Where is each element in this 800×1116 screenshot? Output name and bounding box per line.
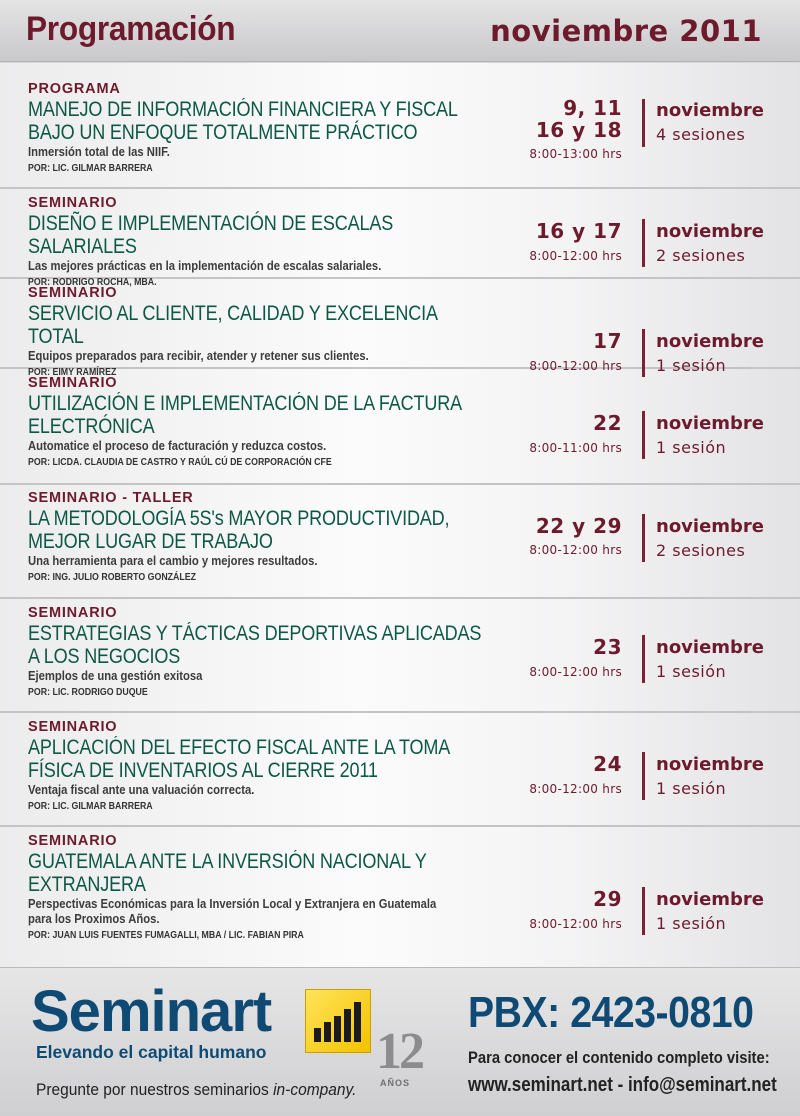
event-time: 8:00-11:00 hrs (529, 441, 622, 455)
event-time: 8:00-12:00 hrs (529, 917, 622, 931)
event-description: Ejemplos de una gestión exitosa (28, 669, 203, 683)
event-sessions: 2 sesiones (656, 246, 746, 265)
event-item (0, 485, 800, 599)
event-type: SEMINARIO (28, 833, 118, 849)
event-month: noviembre (656, 221, 765, 242)
event-month: noviembre (656, 100, 765, 121)
event-list (0, 63, 800, 967)
event-time: 8:00-12:00 hrs (529, 249, 622, 263)
event-days: 24 (593, 752, 622, 776)
event-speaker: POR: JUAN LUIS FUENTES FUMAGALLI, MBA / LIC. FABIAN PIRA (28, 930, 304, 941)
anniversary-number: 12 (376, 1023, 422, 1080)
event-days: 9, 11 (563, 96, 622, 120)
event-speaker: POR: ING. JULIO ROBERTO GONZÁLEZ (28, 572, 197, 583)
event-title: SERVICIO AL CLIENTE, CALIDAD Y EXCELENCIA TOTAL (28, 302, 437, 348)
event-month: noviembre (656, 516, 765, 537)
event-days: 22 (593, 411, 622, 435)
event-title: GUATEMALA ANTE LA INVERSIÓN NACIONAL Y EXTRANJERA (28, 850, 427, 896)
separator (642, 514, 645, 562)
event-description: Automatice el proceso de facturación y reduzca costos. (28, 439, 327, 453)
event-item (0, 713, 800, 827)
event-sessions: 1 sesión (656, 779, 727, 798)
incompany-note: Pregunte por nuestros seminarios in-company. (36, 1081, 357, 1099)
event-item (0, 599, 800, 713)
event-month: noviembre (656, 637, 765, 658)
event-description: Inmersión total de las NIIF. (28, 145, 170, 159)
event-time: 8:00-13:00 hrs (529, 147, 622, 161)
event-time: 8:00-12:00 hrs (529, 782, 622, 796)
event-item (0, 63, 800, 189)
event-time: 8:00-12:00 hrs (529, 359, 622, 373)
bar-chart-logo-icon (305, 989, 371, 1053)
event-description: Perspectivas Económicas para la Inversión Local y Extranjera en Guatemala para los Proximos Años. (28, 897, 437, 926)
event-type: PROGRAMA (28, 81, 121, 97)
event-sessions: 1 sesión (656, 662, 727, 681)
event-days: 17 (593, 329, 622, 353)
page-title: Programación (26, 10, 236, 48)
event-title: ESTRATEGIAS Y TÁCTICAS DEPORTIVAS APLICADAS A LOS NEGOCIOS (28, 622, 482, 668)
event-description: Una herramienta para el cambio y mejores resultados. (28, 554, 318, 568)
event-time: 8:00-12:00 hrs (529, 665, 622, 679)
event-month: noviembre (656, 754, 765, 775)
event-item (0, 279, 800, 378)
anniversary-label: AÑOS (380, 1078, 411, 1088)
separator (642, 411, 645, 459)
event-description: Ventaja fiscal ante una valuación correcta. (28, 783, 255, 797)
event-type: SEMINARIO (28, 195, 118, 211)
event-month: noviembre (656, 413, 765, 434)
separator (642, 887, 645, 935)
event-days: 16 y 17 (535, 219, 622, 243)
event-sessions: 1 sesión (656, 438, 727, 457)
event-sessions: 2 sesiones (656, 541, 746, 560)
event-time: 8:00-12:00 hrs (529, 543, 622, 557)
event-title: LA METODOLOGÍA 5S's MAYOR PRODUCTIVIDAD, MEJOR LUGAR DE TRABAJO (28, 507, 450, 553)
event-title: MANEJO DE INFORMACIÓN FINANCIERA Y FISCAL BAJO UN ENFOQUE TOTALMENTE PRÁCTICO (28, 98, 458, 144)
phone-number: PBX: 2423-0810 (468, 988, 754, 1037)
event-item (0, 827, 800, 967)
event-type: SEMINARIO (28, 719, 118, 735)
event-days: 22 y 29 (535, 514, 622, 538)
event-sessions: 4 sesiones (656, 125, 746, 144)
event-sessions: 1 sesión (656, 914, 727, 933)
event-title: DISEÑO E IMPLEMENTACIÓN DE ESCALAS SALARIALES (28, 212, 394, 258)
event-speaker: POR: RODRIGO ROCHA, MBA. (28, 277, 157, 288)
event-month: noviembre (656, 889, 765, 910)
event-item (0, 369, 800, 485)
brand-tagline: Elevando el capital humano (36, 1042, 267, 1062)
event-speaker: POR: LIC. GILMAR BARRERA (28, 163, 153, 174)
footer (0, 967, 800, 1116)
separator (642, 752, 645, 800)
header (0, 0, 800, 62)
separator (642, 635, 645, 683)
event-speaker: POR: LIC. GILMAR BARRERA (28, 801, 153, 812)
event-description: Las mejores prácticas en la implementación de escalas salariales. (28, 259, 382, 273)
event-item (0, 189, 800, 288)
event-speaker: POR: EIMY RAMÍREZ (28, 367, 117, 378)
website-link[interactable]: www.seminart.net - info@seminart.net (468, 1074, 777, 1096)
event-days: 29 (593, 887, 622, 911)
event-sessions: 1 sesión (656, 356, 727, 375)
event-type: SEMINARIO - TALLER (28, 490, 194, 506)
brand-logo-text: Seminart (31, 979, 272, 1044)
event-speaker: POR: LICDA. CLAUDIA DE CASTRO Y RAÚL CÚ DE CORPORACIÓN CFE (28, 457, 332, 468)
event-speaker: POR: LIC. RODRIGO DUQUE (28, 687, 148, 698)
event-days-line2: 16 y 18 (535, 118, 622, 142)
event-description: Equipos preparados para recibir, atender y retener sus clientes. (28, 349, 369, 363)
event-title: UTILIZACIÓN E IMPLEMENTACIÓN DE LA FACTURA ELECTRÓNICA (28, 392, 461, 438)
event-month: noviembre (656, 331, 765, 352)
event-type: SEMINARIO (28, 375, 118, 391)
event-days: 23 (593, 635, 622, 659)
month-title: noviembre 2011 (490, 14, 762, 48)
separator (642, 219, 645, 267)
event-type: SEMINARIO (28, 285, 118, 301)
event-type: SEMINARIO (28, 605, 118, 621)
event-title: APLICACIÓN DEL EFECTO FISCAL ANTE LA TOMA FÍSICA DE INVENTARIOS AL CIERRE 2011 (28, 736, 450, 782)
visit-text: Para conocer el contenido completo visite: (468, 1048, 770, 1067)
separator (642, 99, 645, 147)
